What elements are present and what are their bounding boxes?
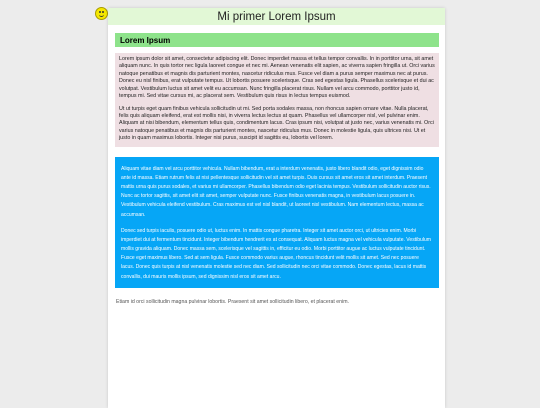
section-heading: Lorem Ipsum [115,33,439,47]
blue-paragraph-1: Aliquam vitae diam vel arcu porttitor vehicula. Nullam bibendum, erat a interdum venenatis, justo libero blandit odio, eget dignissim odio ante id massa. Etiam rutrum felis at nisi pellentesque sollicitudin vel sit amet turpis. Duis cursus sit amet eros sit amet interdum. Praesent mattis urna quis purus sodales, et varius mi ullamcorper. Phasellus bibendum odio eget lacinia tempus. Vestibulum sollicitudin auctor risus. Nunc ac tortor sagittis, sit amet elit sit amet, semper vulputate nunc. Fusce finibus venenatis magna, in vestibulum lacus posuere in. Vestibulum vehicula eleifend vestibulum. Cras maximus est vel nisl blandit, ut laoreet nisl vestibulum. Nam elementum lectus, massa ac accumsan. [121,165,431,218]
page-container [108,8,445,408]
blue-text-block [115,157,439,288]
pink-paragraph-2: Ut ut turpis eget quam finibus vehicula sollicitudin ut mi. Sed porta sodales massa, non rhoncus sapien ornare vitae. Nulla placerat, felis quis aliquam eleifend, erat est mollis nisi, in viverra lectus lectus at quam. Phasellus vel ullamcorper nisl, vel pulvinar enim. Aliquam at nisi bibendum, elementum tellus quis, condimentum lacus. Cras ipsum nisi, volutpat at justo nec, varius venenatis mi. Orci varius natoque penatibus et magnis dis parturient montes, nascetur ridiculus mus. Donec in molestie ligula, quis ultrices nisi. Ut et justo in quam maximus lobortis. Integer nisi purus, suscipit id sagittis eu, lobortis vel lorem. [119,105,434,142]
smiley-icon [95,7,108,20]
blue-paragraph-2: Donec sed turpis iaculis, posuere odio ut, luctus enim. In mattis congue pharetra. Integer sit amet auctor orci, ut ultricies enim. Morbi imperdiet dui at fermentum tincidunt. Integer bibendum hendrerit ex at consequat. Aliquam luctus magna vel vehicula vulputate. Vestibulum mollis gravida aliquam. Donec massa sem, scelerisque vel sagittis in, efficitur eu odio. Morbi porttitor augue ac luctus vulputate tincidunt. Fusce eget maximus libero. Sed at sem ligula. Fusce commodo varius augue, rhoncus tincidunt velit mollis sit amet. Sed nec posuere lacus. Donec quis turpis at nisl venenatis molestie sed nec diam. Sed sollicitudin nec orci vitae commodo. Donec egestas, lacus id mattis convallis, dui mauris mollis ipsum, sed dignissim nisl eros sit amet arcu. [121,227,431,280]
smiley-mouth [99,13,104,17]
pink-text-block [115,53,439,147]
pink-paragraph-1: Lorem ipsum dolor sit amet, consectetur adipiscing elit. Donec imperdiet massa et tellus tempor convallis. In in porttitor urna, sit amet aliquam nunc. In quis tortor nec ligula laoreet congue et nec mi. Aenean venenatis elit sapien, ac viverra sapien fringilla ut. Orci varius natoque penatibus et magnis dis parturient montes, nascetur ridiculus mus. Fusce vel diam a purus semper maximus nec at purus. Donec eu nisl finibus, erat vulputate tempus. Ut lobortis posuere scelerisque. Cras sed egestas ligula. Phasellus scelerisque et dui ac volutpat. Vestibulum luctus sit amet velit eu accumsan. Nunc fringilla placerat risus. Nullam vel arcu commodo, porttitor justo id, tempus mi. Sed vitae cursus mi, ac placerat sem. Vestibulum quis risus in lectus tempus euismod. [119,56,435,100]
footer-text: Etiam id orci sollicitudin magna pulvinar lobortis. Praesent sit amet sollicitudin libero, et placerat enim. [116,298,349,305]
page-title: Mi primer Lorem Ipsum [217,10,336,23]
site-header [108,8,445,25]
